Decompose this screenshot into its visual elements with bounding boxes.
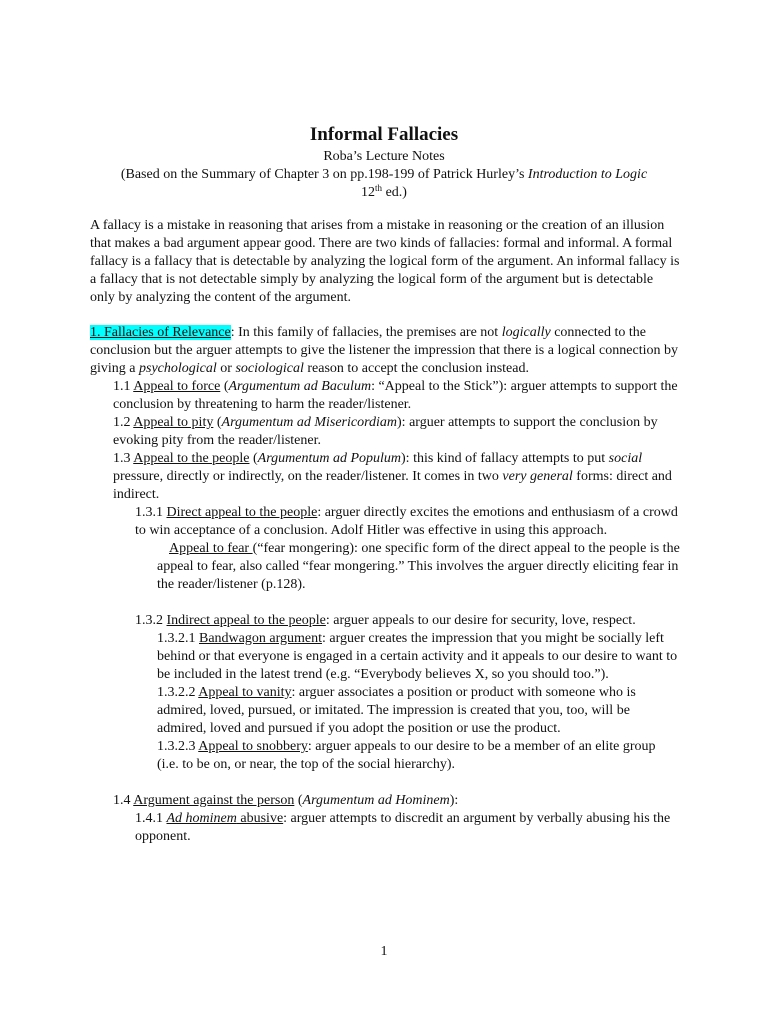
edition-suffix: th	[375, 183, 383, 193]
term-indirect-appeal: Indirect appeal to the people	[166, 613, 326, 628]
section-1-fallacies-of-relevance: 1. Fallacies of Relevance: In this family of fallacies, the premises are not logically connected to the conclusion but the arguer attempts to give the listener the impression that there is a logical connection by giving a psychological or sociological reason to accept the conclusion instead.	[90, 325, 678, 376]
document-subtitle: Roba’s Lecture Notes	[323, 149, 445, 164]
section-1-2-appeal-to-pity: 1.2 Appeal to pity (Argumentum ad Misericordiam): arguer attempts to support the conclusion by evoking pity from the reader/listener.	[113, 415, 658, 448]
section-1-3-2-2-vanity: 1.3.2.2 Appeal to vanity: arguer associates a position or product with someone who is admired, loved, pursued, or imitated. The impression is created that you, too, will be admired, loved and pursued if you adopt the position or use the product.	[157, 685, 636, 736]
section-1-3-appeal-to-the-people: 1.3 Appeal to the people (Argumentum ad Populum): this kind of fallacy attempts to put social pressure, directly or indirectly, on the reader/listener. It comes in two very general forms: direct and indirect.	[113, 451, 672, 502]
source-note	[0, 166, 768, 202]
book-title: Introduction to Logic	[527, 167, 648, 182]
source-note-end: ed.)	[382, 185, 407, 200]
section-1-3-2-3-snobbery: 1.3.2.3 Appeal to snobbery: arguer appeals to our desire to be a member of an elite group (i.e. to be on, or near, the top of the social hierarchy).	[157, 739, 656, 772]
term-appeal-to-pity: Appeal to pity	[133, 415, 214, 430]
section-1-heading: 1. Fallacies of Relevance	[90, 325, 231, 340]
term-argument-against-person: Argument against the person	[133, 793, 295, 808]
section-1-3-2-1-bandwagon: 1.3.2.1 Bandwagon argument: arguer creates the impression that you might be socially left behind or that everyone is engaged in a certain activity and it appeals to our desire to want to be included in the latest trend (e.g. “Everybody believes X, so you should too.”).	[157, 631, 678, 682]
term-appeal-to-force: Appeal to force	[133, 379, 221, 394]
document-body	[90, 217, 680, 846]
section-1-1-appeal-to-force: 1.1 Appeal to force (Argumentum ad Baculum: “Appeal to the Stick”): arguer attempts to support the conclusion by threatening to harm the reader/listener.	[113, 379, 678, 412]
term-appeal-to-the-people: Appeal to the people	[133, 451, 250, 466]
document-header	[0, 124, 768, 202]
section-1-4-1-abusive: 1.4.1 Ad hominem abusive: arguer attempts to discredit an argument by verbally abusing his the opponent.	[135, 811, 671, 844]
section-1-3-1-direct-appeal: 1.3.1 Direct appeal to the people: arguer directly excites the emotions and enthusiasm of a crowd to win acceptance of a conclusion. Adolf Hitler was effective in using this approach.	[135, 505, 678, 538]
appeal-to-fear-paragraph: Appeal to fear (“fear mongering): one specific form of the direct appeal to the people is the appeal to fear, also called “fear mongering.” This involves the arguer directly eliciting fear in the reader/listener (p.128).	[157, 541, 680, 592]
term-direct-appeal: Direct appeal to the people	[166, 505, 318, 520]
term-appeal-to-fear: Appeal to fear	[169, 541, 253, 556]
page-number: 1	[380, 944, 388, 959]
term-bandwagon: Bandwagon argument	[199, 631, 322, 646]
term-ad-hominem-abusive: Ad hominem abusive	[166, 811, 284, 826]
section-1-3-2-indirect-appeal: 1.3.2 Indirect appeal to the people: arguer appeals to our desire for security, love, respect.	[135, 613, 636, 628]
term-appeal-to-vanity: Appeal to vanity	[198, 685, 292, 700]
source-note-text: (Based on the Summary of Chapter 3 on pp.198-199 of Patrick Hurley’s	[120, 167, 528, 182]
intro-paragraph: A fallacy is a mistake in reasoning that arises from a mistake in reasoning or the creation of an illusion that makes a bad argument appear good. There are two kinds of fallacies: formal and informal. A formal fallacy is a fallacy that is detectable by analyzing the logical form of the argument. An informal fallacy is a fallacy that is not detectable simply by analyzing the logical form of the argument but is detectable only by analyzing the content of the argument.	[90, 218, 680, 305]
section-1-4-ad-hominem: 1.4 Argument against the person (Argumentum ad Hominem):	[113, 793, 459, 808]
edition-number: 12	[361, 185, 376, 200]
document-title: Informal Fallacies	[309, 124, 459, 145]
term-appeal-to-snobbery: Appeal to snobbery	[198, 739, 308, 754]
